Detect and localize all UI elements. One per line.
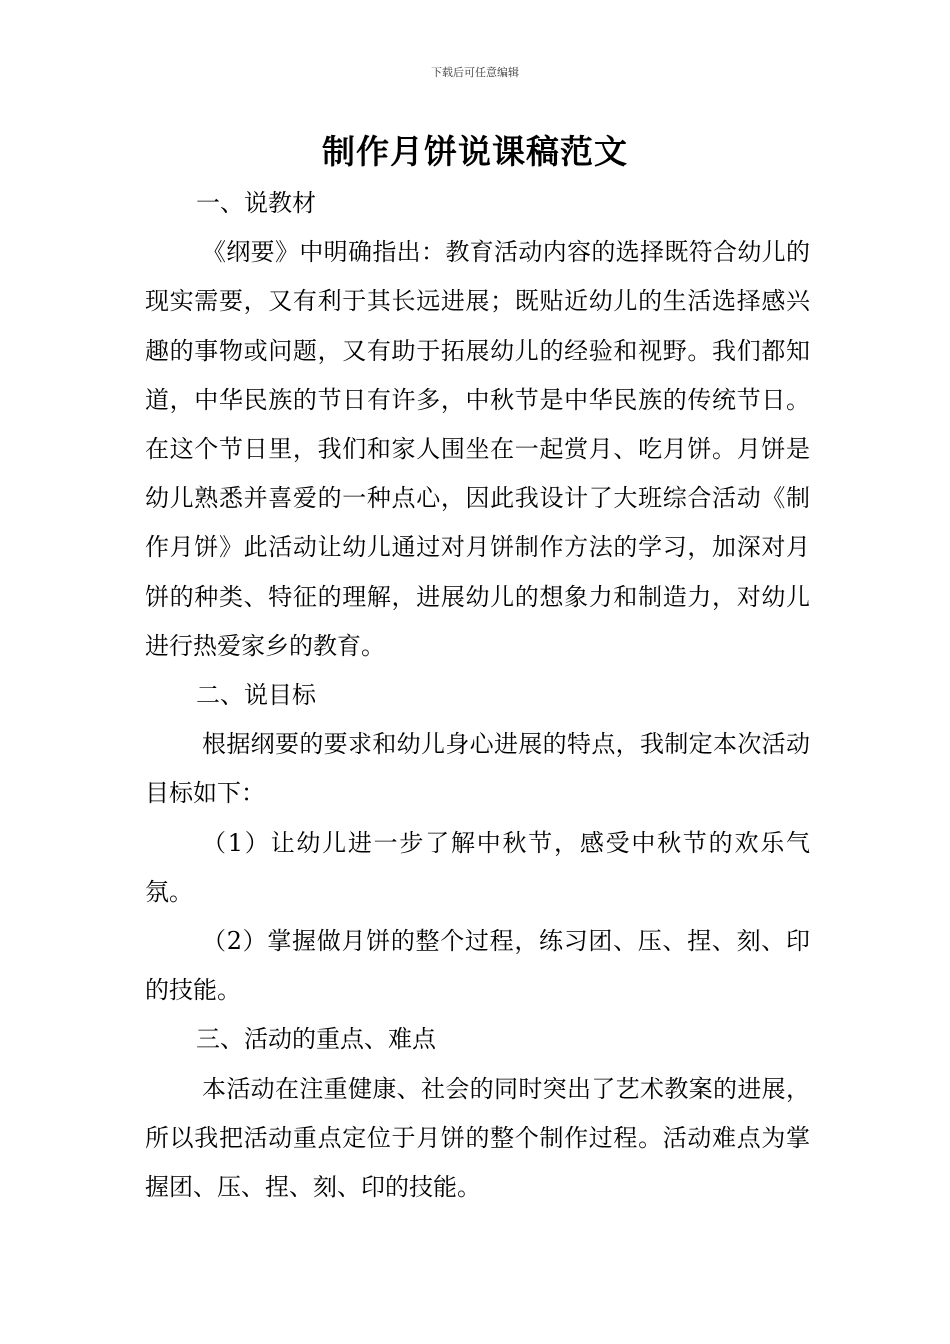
section-heading-objectives: 二、说目标	[196, 681, 316, 710]
section-heading-key-points: 三、活动的重点、难点	[196, 1025, 436, 1054]
paragraph-teaching-material: 《纲要》中明确指出：教育活动内容的选择既符合幼儿的现实需要，又有利于其长远进展；既贴近幼儿的生活选择感兴趣的事物或问题，又有助于拓展幼儿的经验和视野。我们都知道，中华民族的节日有许多，中秋节是中华民族的传统节日。在这个节日里，我们和家人围坐在一起赏月、吃月饼。月饼是幼儿熟悉并喜爱的一种点心，因此我设计了大班综合活动《制作月饼》此活动让幼儿通过对月饼制作方法的学习，加深对月饼的种类、特征的理解，进展幼儿的想象力和制造力，对幼儿进行热爱家乡的教育。	[145, 238, 810, 660]
objective-item-2: （2）掌握做月饼的整个过程，练习团、压、捏、刻、印的技能。	[145, 927, 810, 1005]
document-body	[145, 179, 810, 1212]
section-heading-teaching-material: 一、说教材	[196, 189, 316, 217]
document-title: 制作月饼说课稿范文	[322, 132, 628, 171]
header-note: 下载后可任意编辑	[431, 66, 519, 79]
paragraph-objectives-intro: 根据纲要的要求和幼儿身心进展的特点，我制定本次活动目标如下：	[145, 730, 810, 808]
objective-item-1: （1）让幼儿进一步了解中秋节，感受中秋节的欢乐气氛。	[145, 828, 810, 906]
paragraph-key-points: 本活动在注重健康、社会的同时突出了艺术教案的进展，所以我把活动重点定位于月饼的整个制作过程。活动难点为掌握团、压、捏、刻、印的技能。	[145, 1074, 810, 1202]
